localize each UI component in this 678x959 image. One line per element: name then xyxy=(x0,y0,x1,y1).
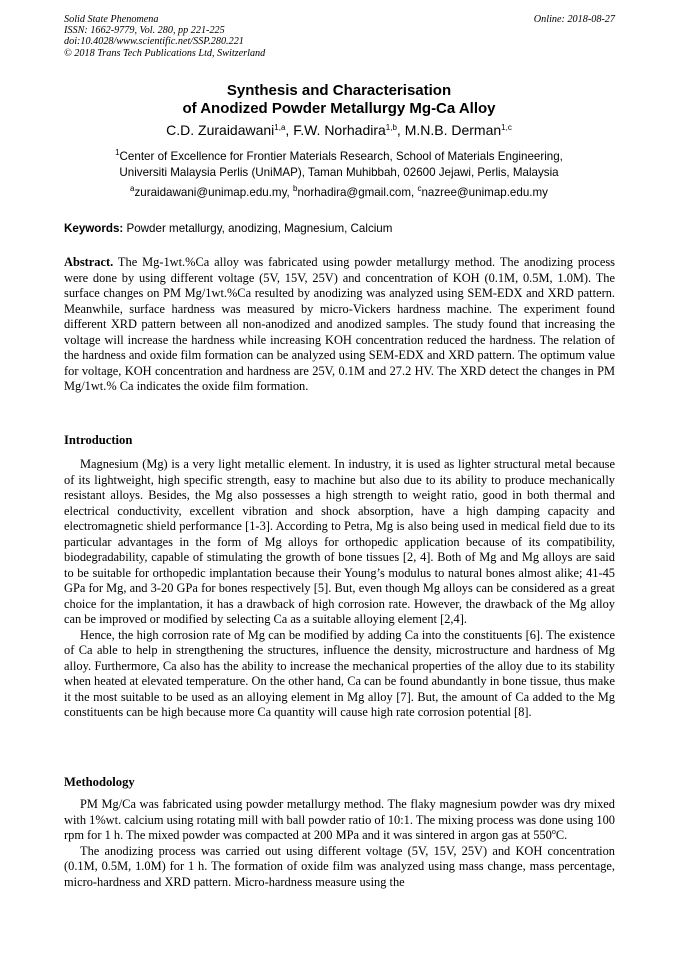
methodology-paragraph-1 xyxy=(64,797,615,844)
email-a[interactable]: zuraidawani@unimap.edu.my, xyxy=(134,186,293,199)
keywords xyxy=(64,222,616,236)
introduction-body xyxy=(64,457,615,721)
abstract-text: The Mg-1wt.%Ca alloy was fabricated using powder metallurgy method. The anodizing process were done by using different voltage (5V, 15V, 25V) and concentration of KOH (0.1M, 0.5M, 1.0M). The surface changes on PM Mg/1wt.%Ca resulted by anodizing was analyzed using SEM-EDX and XRD pattern. Meanwhile, surface hardness was measured by micro-Vickers hardness machine. The experiment found different XRD pattern between all non-anodized and anodized samples. The study found that increasing the voltage will increase the hardness while increasing KOH concentration reduced the hardness. The relation of the hardness and oxide film formation can be analyzed using SEM-EDX and XRD pattern. The optimum value for voltage, KOH concentration and hardness are 25V, 0.1M and 27.2 HV. The XRD detect the changes in PM Mg/1wt.% Ca indicates the oxide film formation. xyxy=(64,255,615,393)
title-line-1: Synthesis and Characterisation xyxy=(226,82,452,99)
degree-sup: o xyxy=(551,827,556,836)
introduction-paragraph-1: Magnesium (Mg) is a very light metallic element. In industry, it is used as lighter structural metal because of its lightweight, high specific strength, easy to machine but also due to its ability to produce mechanically resistant alloys. Besides, the Mg also possesses a high strength to weight ratio, good in both thermal and electrical conductivity, excellent vibration and shock absorption, have a high damping capacity and electromagnetic shield performance [1-3]. According to Petra, Mg is also being used in medical field due to its particular advantages in the form of Mg alloys for orthopedic application because of its compatibility, biodegradability, capable of stimulating the growth of bone tissues [2, 4]. Both of Mg and Mg alloys are said to be suitable for orthopedic implantation because their Young’s modulus to natural bones almost alike; 41-45 GPa for Mg, and 3-20 GPa for bones respectively [5]. But, even though Mg alloys can be considered as a great choice for the implantation, it has a drawback of high corrosion rate. However, the drawback of the Mg alloy can be improved or modified by selecting Ca as a suitable alloying element [2,4]. xyxy=(64,457,615,626)
introduction-paragraph-2: Hence, the high corrosion rate of Mg can be modified by adding Ca into the constituents [6]. The existence of Ca able to help in strengthening the structures, influence the density, microstructure and hardness of Mg alloy. Furthermore, Ca also has the ability to increase the mechanical properties of the alloy due to its stability when heated at elevated temperature. On the other hand, Ca can be found abundantly in bone tissue, thus make it the most suitable to be used as an alloying element in Mg alloy [7]. But, the amount of Ca added to the Mg constituents can be high because more Ca quantity will cause high rate corrosion potential [8]. xyxy=(64,627,615,719)
journal-name: Solid State Phenomena xyxy=(64,14,159,25)
email-b-sup: b xyxy=(292,184,298,193)
introduction-heading: Introduction xyxy=(64,433,133,447)
author-list: C.D. Zuraidawani$^{1,a}$, F.W. Norhadira$^{1,b}$, M.N.B. Derman$^{1,c}$ xyxy=(166,122,512,138)
affiliation-line-1: Center of Excellence for Frontier Materials Research, School of Materials Engineering, xyxy=(119,150,563,163)
abstract xyxy=(64,255,615,395)
keywords-label: Keywords: xyxy=(64,222,124,235)
methodology-p1-end: C. xyxy=(555,828,568,842)
issn-line: ISSN: 1662-9779, Vol. 280, pp 221-225 xyxy=(64,25,225,37)
affiliation-line-2: Universiti Malaysia Perlis (UniMAP), Taman Muhibbah, 02600 Jejawi, Perlis, Malaysia xyxy=(119,166,559,179)
author-3-sup: 1,c xyxy=(501,123,512,132)
doi-line: doi:10.4028/www.scientific.net/SSP.280.221 xyxy=(64,36,244,48)
methodology-paragraph-2: The anodizing process was carried out using different voltage (5V, 15V, 25V) and KOH concentration (0.1M, 0.5M, 1.0M) for 1 h. The formation of oxide film was analyzed using mass change, mass percentage, micro-hardness and XRD pattern. Micro-hardness measure using the xyxy=(64,843,615,889)
copyright-line: © 2018 Trans Tech Publications Ltd, Switzerland xyxy=(64,47,266,59)
author-2: F.W. Norhadira xyxy=(293,122,386,138)
affiliation xyxy=(0,149,678,181)
email-c[interactable]: nazree@unimap.edu.my xyxy=(421,186,548,199)
online-date: Online: 2018-08-27 xyxy=(533,14,615,25)
email-list xyxy=(0,186,678,200)
journal-header xyxy=(64,14,615,59)
author-2-sup: 1,b xyxy=(385,123,397,132)
author-1-sup: 1,a xyxy=(274,123,286,132)
author-3: M.N.B. Derman xyxy=(404,122,502,138)
keywords-text: Powder metallurgy, anodizing, Magnesium, Calcium xyxy=(123,222,393,235)
email-b[interactable]: norhadira@gmail.com, xyxy=(297,186,418,199)
title-line-2: of Anodized Powder Metallurgy Mg-Ca Alloy xyxy=(182,100,496,117)
email-c-sup: c xyxy=(417,184,422,193)
methodology-p1-text: PM Mg/Ca was fabricated using powder metallurgy method. The flaky magnesium powder was dry mixed with 1%wt. calcium using rotating mill with ball powder ratio of 10:1. The mixing process was done using 100 rpm for 1 h. The mixed powder was compacted at 200 MPa and it was sintered in argon gas at 550 xyxy=(64,797,615,842)
methodology-body xyxy=(64,797,615,890)
email-a-sup: a xyxy=(130,184,135,193)
author-1: C.D. Zuraidawani xyxy=(166,122,275,138)
abstract-label: Abstract. xyxy=(64,255,114,269)
paper-title xyxy=(0,82,678,118)
affiliation-sup: 1 xyxy=(115,148,120,157)
methodology-heading: Methodology xyxy=(64,775,135,789)
